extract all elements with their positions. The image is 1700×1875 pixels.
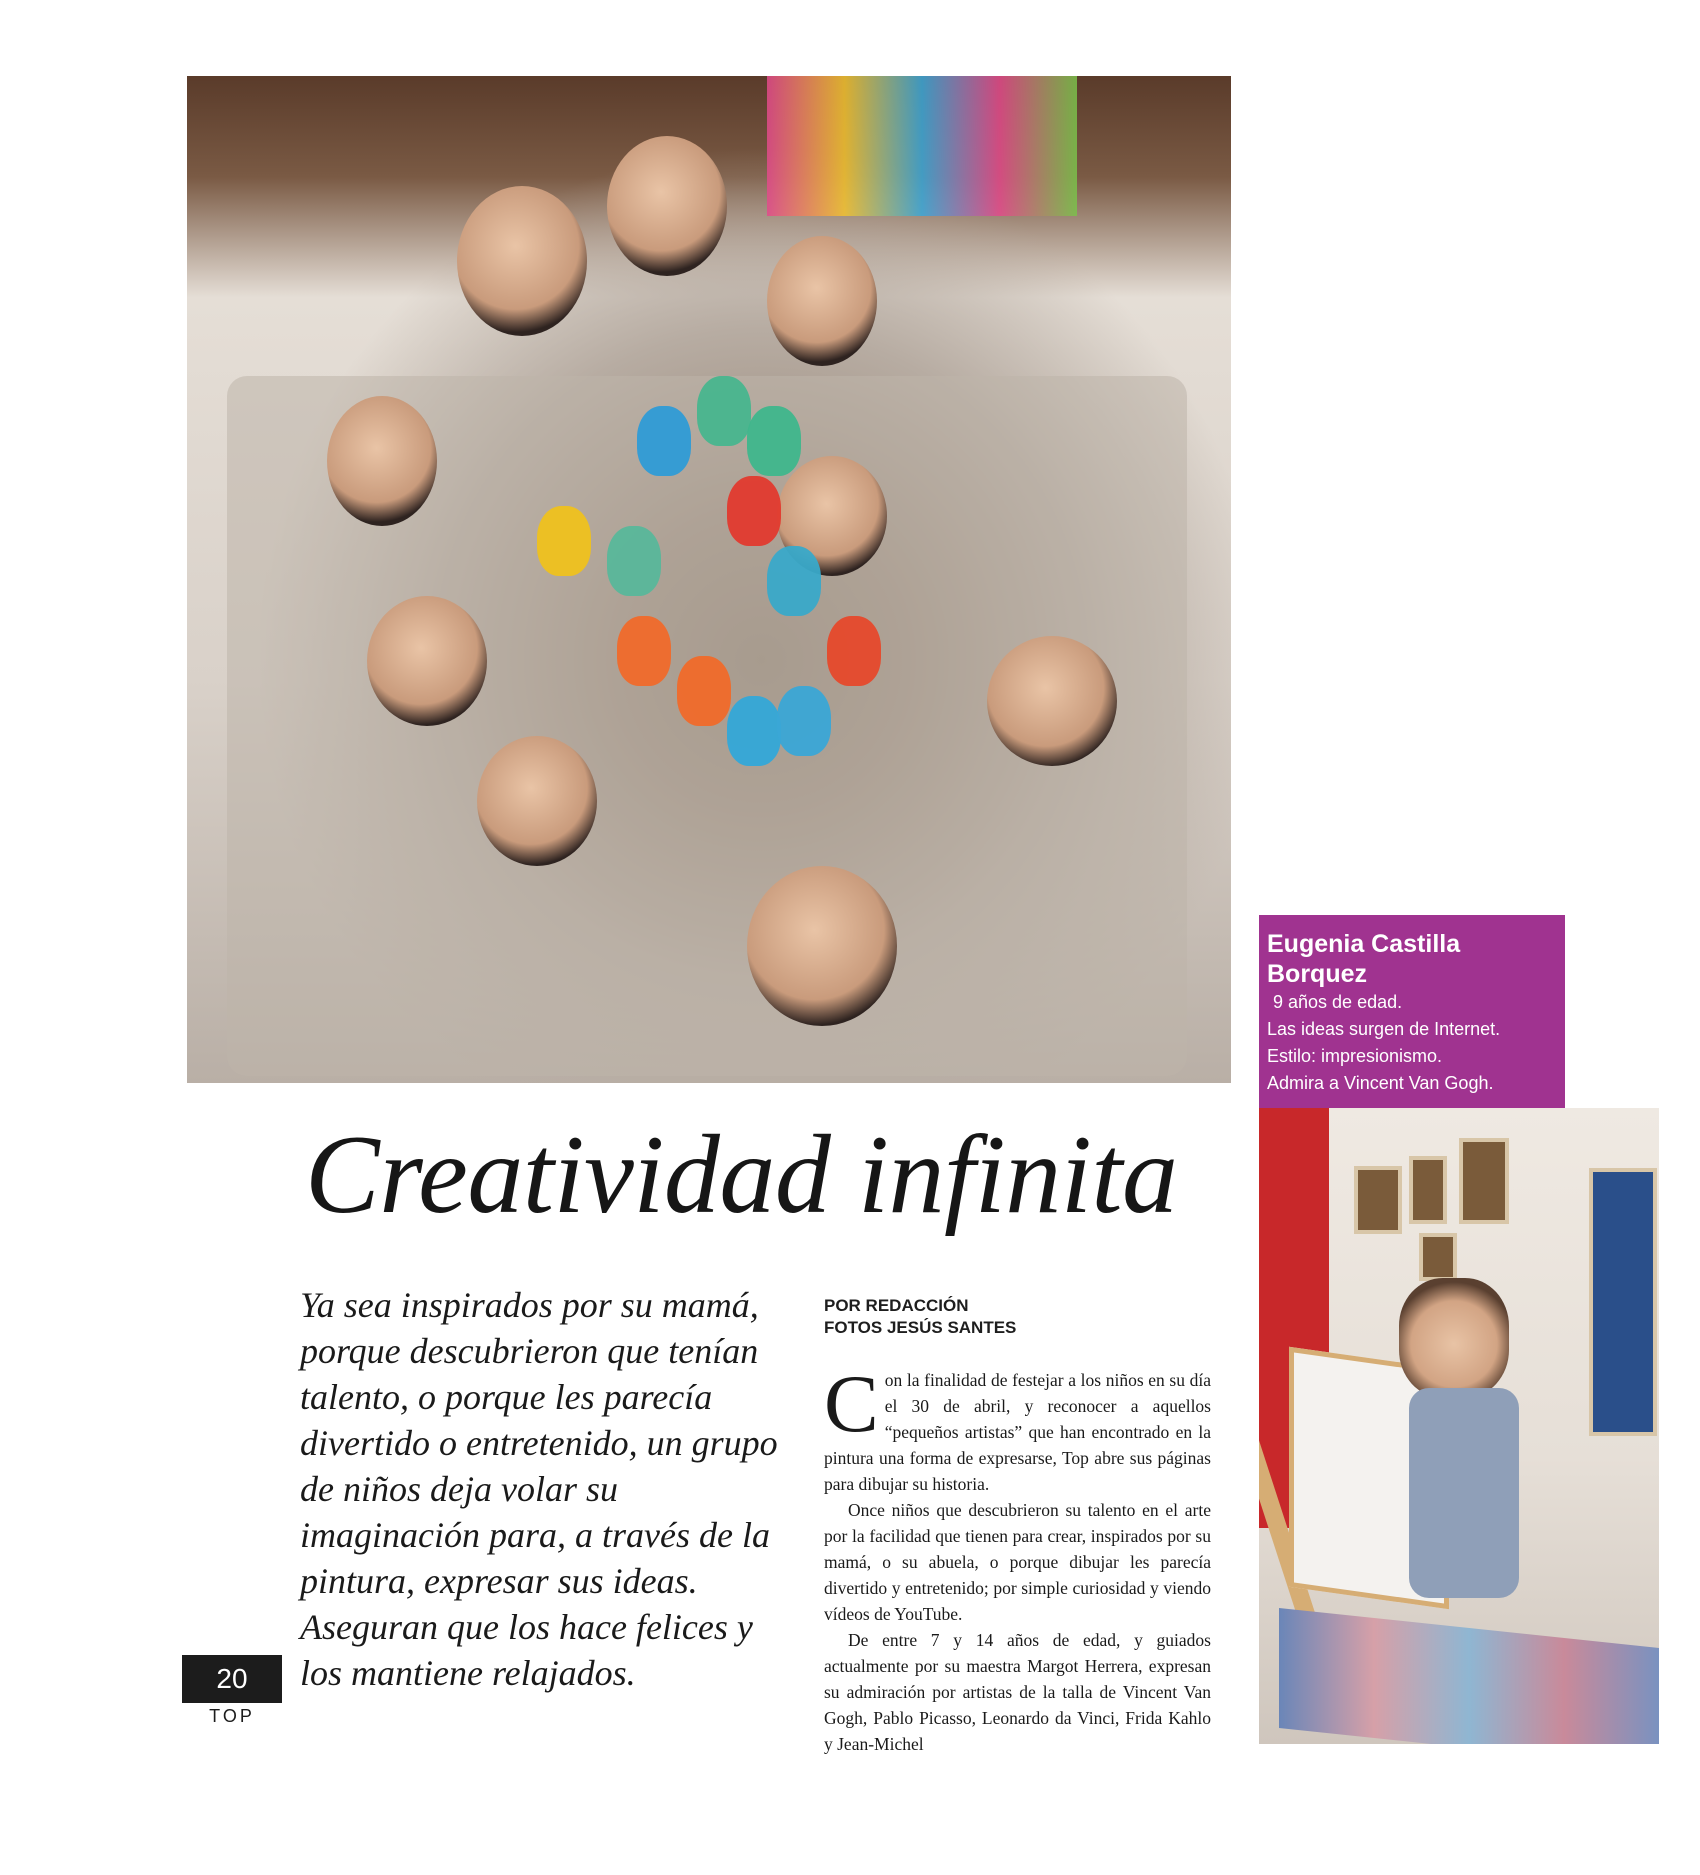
- page-number: 20: [182, 1655, 282, 1703]
- painting-background: [767, 76, 1077, 216]
- headline: Creatividad infinita: [305, 1113, 1178, 1237]
- painted-hand: [607, 526, 661, 596]
- caption-admires: Admira a Vincent Van Gogh.: [1267, 1073, 1494, 1093]
- painted-hand: [697, 376, 751, 446]
- child-figure: [747, 866, 897, 1026]
- body-text: [824, 1358, 1211, 1757]
- child-figure: [367, 596, 487, 726]
- intro-paragraph: Ya sea inspirados por su mamá, porque descubrieron que tenían talento, o porque les parecía divertido o entretenido, un grupo de niños deja volar su imaginación para, a través de la pintura, expresar sus ideas. Aseguran que los hace felices y los mantiene relajados.: [300, 1285, 778, 1693]
- wall-frame: [1459, 1138, 1509, 1224]
- main-photo: [187, 76, 1231, 1083]
- child-figure: [607, 136, 727, 276]
- byline-photos: FOTOS JESÚS SANTES: [824, 1318, 1017, 1337]
- child-figure: [477, 736, 597, 866]
- caption-age: 9 años de edad.: [1273, 992, 1403, 1012]
- painted-hand: [827, 616, 881, 686]
- caption-name: Eugenia Castilla Borquez: [1267, 930, 1461, 988]
- drop-cap: C: [824, 1358, 879, 1449]
- wall-frame: [1419, 1233, 1457, 1281]
- girl-body: [1409, 1388, 1519, 1598]
- byline: [824, 1295, 1224, 1339]
- wall-frame: [1354, 1166, 1402, 1234]
- caption-ideas: Las ideas surgen de Internet.: [1267, 1019, 1501, 1039]
- painted-hand: [767, 546, 821, 616]
- painted-hand: [727, 696, 781, 766]
- painted-hand: [727, 476, 781, 546]
- wall-frame: [1409, 1156, 1447, 1224]
- child-figure: [457, 186, 587, 336]
- body-paragraph: Once niños que descubrieron su talento en el arte por la facilidad que tienen para crear, inspirados por su mamá, o su abuela, o porque dibujar les parecía divertido y entretenido; por simple curiosidad y viendo vídeos de YouTube.: [824, 1500, 1211, 1624]
- caption-box: [1259, 915, 1565, 1108]
- child-figure: [327, 396, 437, 526]
- painted-hand: [637, 406, 691, 476]
- painted-hand: [777, 686, 831, 756]
- child-figure: [987, 636, 1117, 766]
- palette: [1279, 1608, 1659, 1744]
- painted-hand: [747, 406, 801, 476]
- painted-hand: [617, 616, 671, 686]
- wall-painting: [1589, 1168, 1657, 1436]
- child-figure: [767, 236, 877, 366]
- painted-hand: [677, 656, 731, 726]
- caption-style: Estilo: impresionismo.: [1267, 1046, 1443, 1066]
- painted-hand: [537, 506, 591, 576]
- section-label: TOP: [209, 1706, 255, 1726]
- body-paragraph: De entre 7 y 14 años de edad, y guiados actualmente por su maestra Margot Herrera, expresan su admiración por artistas de la talla de Vincent Van Gogh, Pablo Picasso, Leonardo da Vinci, Frida Kahlo y Jean-Michel: [824, 1630, 1211, 1754]
- byline-author: POR REDACCIÓN: [824, 1296, 969, 1315]
- girl-head: [1399, 1278, 1509, 1398]
- portrait-photo: [1259, 1108, 1659, 1744]
- body-paragraph: on la finalidad de festejar a los niños en su día el 30 de abril, y reconocer a aquellos “pequeños artistas” que han encontrado en la pintura una forma de expresarse, Top abre sus páginas para dibujar su historia.: [824, 1370, 1211, 1494]
